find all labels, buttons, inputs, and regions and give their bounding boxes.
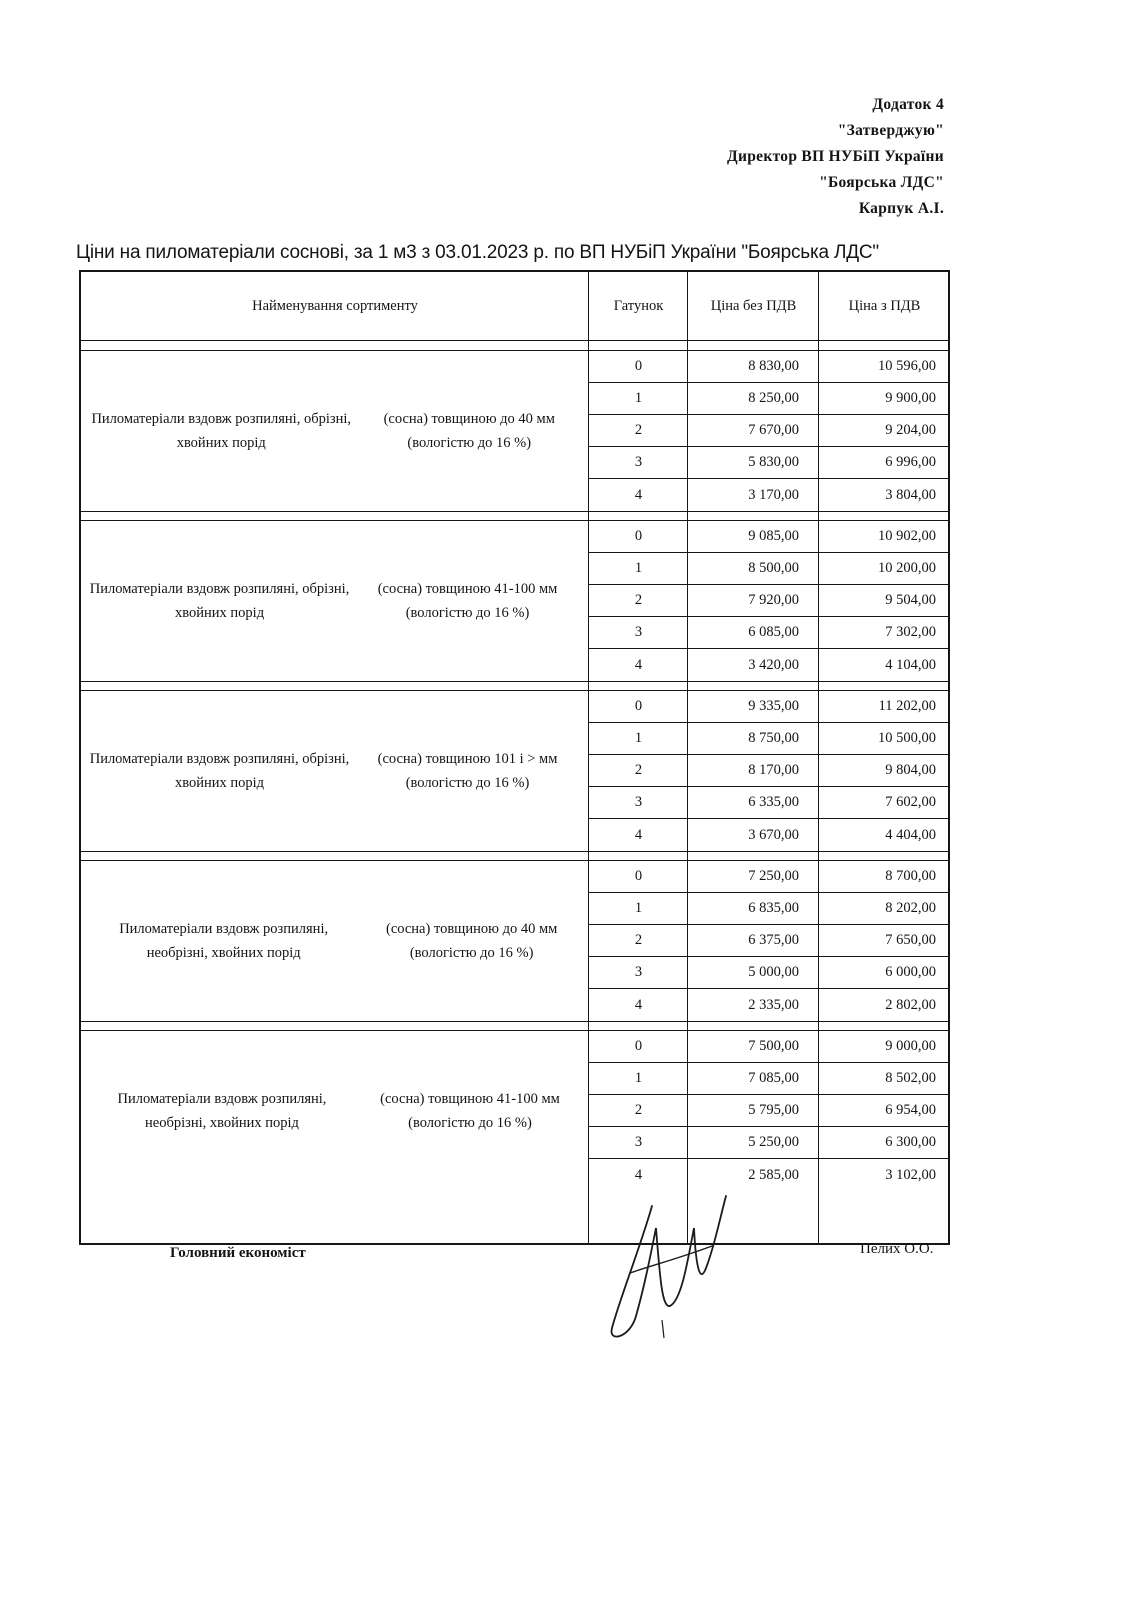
price-vat-cell: 9 000,00 bbox=[885, 1038, 936, 1054]
economist-role: Головний економіст bbox=[170, 1245, 306, 1261]
table-row bbox=[589, 1095, 948, 1127]
table-row bbox=[589, 447, 948, 479]
table-row bbox=[589, 1127, 948, 1159]
grade-cell: 4 bbox=[634, 996, 643, 1013]
price-vat-cell: 10 200,00 bbox=[878, 560, 936, 576]
price-vat-cell: 4 104,00 bbox=[885, 656, 936, 673]
group-name-line: (сосна) товщиною 101 і > мм (вологістю до 16 %) bbox=[377, 751, 558, 791]
price-no-vat-cell: 6 375,00 bbox=[748, 932, 799, 948]
grade-cell: 2 bbox=[634, 932, 643, 948]
grade-cell: 0 bbox=[634, 868, 643, 884]
price-vat-cell: 8 502,00 bbox=[885, 1070, 936, 1086]
director-name: Карпук А.І. bbox=[858, 200, 944, 217]
price-vat-cell: 6 000,00 bbox=[885, 964, 936, 980]
price-no-vat-cell: 3 170,00 bbox=[748, 486, 799, 503]
price-no-vat-cell: 8 250,00 bbox=[748, 390, 799, 406]
appendix-label: Додаток 4 bbox=[872, 96, 944, 113]
price-vat-cell: 10 902,00 bbox=[878, 528, 936, 544]
price-no-vat-cell: 7 920,00 bbox=[748, 592, 799, 608]
group-name bbox=[81, 351, 589, 511]
price-no-vat-cell: 7 250,00 bbox=[748, 868, 799, 884]
table-row bbox=[589, 1159, 948, 1191]
economist-name: Пелих О.О. bbox=[860, 1241, 934, 1257]
table-row bbox=[589, 617, 948, 649]
table-row bbox=[589, 691, 948, 723]
grade-cell: 0 bbox=[634, 528, 643, 544]
organization-name: "Боярська ЛДС" bbox=[819, 174, 944, 191]
price-no-vat-cell: 5 000,00 bbox=[748, 964, 799, 980]
grade-cell: 2 bbox=[634, 422, 643, 438]
grade-cell: 3 bbox=[634, 964, 643, 980]
table-row bbox=[589, 553, 948, 585]
price-no-vat-cell: 3 670,00 bbox=[748, 826, 799, 843]
price-no-vat-cell: 9 085,00 bbox=[748, 528, 799, 544]
group-name-line: Пиломатеріали вздовж розпиляні, обрізні, хвойних порід bbox=[89, 581, 350, 621]
approve-label: "Затверджую" bbox=[837, 122, 944, 139]
table-row bbox=[589, 415, 948, 447]
group-name bbox=[81, 691, 589, 851]
price-no-vat-cell: 8 750,00 bbox=[748, 730, 799, 746]
price-no-vat-cell: 7 670,00 bbox=[748, 422, 799, 438]
table-row bbox=[589, 819, 948, 851]
director-position: Директор ВП НУБіП України bbox=[727, 148, 944, 165]
group-name-line: (сосна) товщиною 41-100 мм (вологістю до 16 %) bbox=[380, 1091, 560, 1131]
table-row bbox=[589, 755, 948, 787]
grade-cell: 3 bbox=[634, 454, 643, 470]
product-group bbox=[81, 1031, 948, 1191]
group-name-line: Пиломатеріали вздовж розпиляні, обрізні, хвойних порід bbox=[89, 751, 350, 791]
price-no-vat-cell: 5 250,00 bbox=[748, 1134, 799, 1150]
table-row bbox=[589, 989, 948, 1021]
grade-cell: 1 bbox=[634, 1070, 643, 1086]
table-row bbox=[589, 585, 948, 617]
price-vat-cell: 2 802,00 bbox=[885, 996, 936, 1013]
price-table bbox=[79, 270, 950, 1245]
grade-cell: 3 bbox=[634, 624, 643, 640]
table-row bbox=[589, 723, 948, 755]
price-vat-cell: 9 204,00 bbox=[885, 422, 936, 438]
grade-cell: 4 bbox=[634, 826, 643, 843]
table-row bbox=[589, 1063, 948, 1095]
table-spacer-row bbox=[81, 341, 948, 351]
price-vat-cell: 9 900,00 bbox=[885, 390, 936, 406]
group-name-line: Пиломатеріали вздовж розпиляні, необрізні, хвойних порід bbox=[117, 1091, 327, 1131]
grade-cell: 3 bbox=[634, 1134, 643, 1150]
grade-cell: 1 bbox=[634, 390, 643, 406]
group-name-line: (сосна) товщиною до 40 мм (вологістю до 16 %) bbox=[385, 921, 558, 961]
price-vat-cell: 8 700,00 bbox=[885, 868, 936, 884]
table-row bbox=[589, 479, 948, 511]
header-price-no-vat: Ціна без ПДВ bbox=[710, 297, 797, 314]
table-row bbox=[589, 383, 948, 415]
price-vat-cell: 3 804,00 bbox=[885, 486, 936, 503]
price-no-vat-cell: 2 585,00 bbox=[748, 1166, 799, 1183]
grade-cell: 3 bbox=[634, 794, 643, 810]
table-row bbox=[589, 925, 948, 957]
price-no-vat-cell: 7 085,00 bbox=[748, 1070, 799, 1086]
price-vat-cell: 6 954,00 bbox=[885, 1102, 936, 1118]
price-vat-cell: 6 996,00 bbox=[885, 454, 936, 470]
grade-cell: 0 bbox=[634, 358, 643, 374]
price-no-vat-cell: 9 335,00 bbox=[748, 698, 799, 714]
handwritten-signature bbox=[600, 1188, 740, 1348]
price-vat-cell: 10 596,00 bbox=[878, 358, 936, 374]
price-no-vat-cell: 6 835,00 bbox=[748, 900, 799, 916]
price-vat-cell: 7 650,00 bbox=[885, 932, 936, 948]
grade-cell: 0 bbox=[634, 698, 643, 714]
table-row bbox=[589, 893, 948, 925]
price-vat-cell: 9 504,00 bbox=[885, 592, 936, 608]
price-no-vat-cell: 8 830,00 bbox=[748, 358, 799, 374]
price-no-vat-cell: 6 335,00 bbox=[748, 794, 799, 810]
grade-cell: 4 bbox=[634, 1166, 643, 1183]
header-price-vat: Ціна з ПДВ bbox=[848, 297, 921, 314]
document-title: Ціни на пиломатеріали соснові, за 1 м3 з 03.01.2023 р. по ВП НУБіП України "Боярська ЛДС" bbox=[76, 242, 879, 263]
grade-cell: 0 bbox=[634, 1038, 643, 1054]
grade-cell: 2 bbox=[634, 1102, 643, 1118]
price-vat-cell: 3 102,00 bbox=[885, 1166, 936, 1183]
price-vat-cell: 4 404,00 bbox=[885, 826, 936, 843]
group-name bbox=[81, 1031, 589, 1191]
grade-cell: 1 bbox=[634, 900, 643, 916]
approval-block bbox=[424, 92, 944, 222]
group-name-line: (сосна) товщиною 41-100 мм (вологістю до 16 %) bbox=[377, 581, 558, 621]
table-row bbox=[589, 521, 948, 553]
price-no-vat-cell: 5 830,00 bbox=[748, 454, 799, 470]
table-spacer-row bbox=[81, 1021, 948, 1031]
table-row bbox=[589, 1031, 948, 1063]
price-vat-cell: 9 804,00 bbox=[885, 762, 936, 778]
product-group bbox=[81, 861, 948, 1022]
grade-cell: 2 bbox=[634, 592, 643, 608]
grade-cell: 1 bbox=[634, 730, 643, 746]
group-name bbox=[81, 521, 589, 681]
product-group bbox=[81, 521, 948, 682]
table-spacer-row bbox=[81, 681, 948, 691]
group-name-line: Пиломатеріали вздовж розпиляні, обрізні, хвойних порід bbox=[91, 411, 352, 451]
header-name: Найменування сортименту bbox=[252, 297, 418, 314]
price-no-vat-cell: 8 170,00 bbox=[748, 762, 799, 778]
table-row bbox=[589, 957, 948, 989]
price-no-vat-cell: 6 085,00 bbox=[748, 624, 799, 640]
grade-cell: 2 bbox=[634, 762, 643, 778]
grade-cell: 1 bbox=[634, 560, 643, 576]
price-no-vat-cell: 2 335,00 bbox=[748, 996, 799, 1013]
table-spacer-row bbox=[81, 851, 948, 861]
product-group bbox=[81, 691, 948, 852]
price-no-vat-cell: 5 795,00 bbox=[748, 1102, 799, 1118]
table-row bbox=[589, 787, 948, 819]
group-name bbox=[81, 861, 589, 1021]
price-vat-cell: 6 300,00 bbox=[885, 1134, 936, 1150]
price-vat-cell: 11 202,00 bbox=[878, 698, 936, 714]
product-group bbox=[81, 351, 948, 512]
group-name-line: Пиломатеріали вздовж розпиляні, необрізні, хвойних порід bbox=[119, 921, 329, 961]
group-name-line: (сосна) товщиною до 40 мм (вологістю до 16 %) bbox=[383, 411, 555, 451]
price-vat-cell: 8 202,00 bbox=[885, 900, 936, 916]
table-row bbox=[589, 351, 948, 383]
price-no-vat-cell: 8 500,00 bbox=[748, 560, 799, 576]
header-grade: Гатунок bbox=[613, 297, 664, 314]
price-no-vat-cell: 3 420,00 bbox=[748, 656, 799, 673]
table-spacer-row bbox=[81, 511, 948, 521]
price-vat-cell: 7 602,00 bbox=[885, 794, 936, 810]
grade-cell: 4 bbox=[634, 486, 643, 503]
table-row bbox=[589, 649, 948, 681]
price-vat-cell: 10 500,00 bbox=[878, 730, 936, 746]
grade-cell: 4 bbox=[634, 656, 643, 673]
table-row bbox=[589, 861, 948, 893]
price-vat-cell: 7 302,00 bbox=[885, 624, 936, 640]
price-no-vat-cell: 7 500,00 bbox=[748, 1038, 799, 1054]
